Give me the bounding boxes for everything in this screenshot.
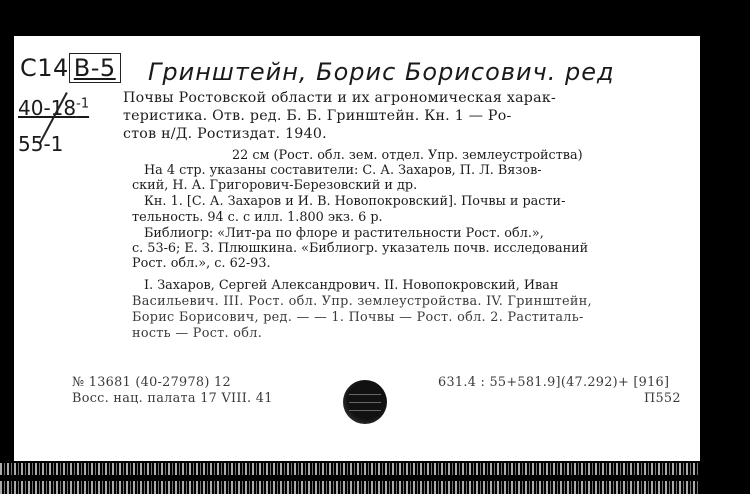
call-number-sub: B-5	[69, 53, 121, 83]
footer-left-line-2: Восс. нац. палата 17 VIII. 41	[72, 391, 273, 406]
body-line-5: тельность. 94 с. с илл. 1.800 экз. 6 р.	[132, 210, 383, 225]
subject-line-4: ность — Рост. обл.	[132, 326, 263, 341]
body-line-7: с. 53-6; Е. З. Плюшкина. «Библиогр. указатель почв. исследований	[132, 241, 589, 256]
footer-right-line-2: П552	[644, 391, 681, 406]
call-number-line2-value: 40-18	[18, 96, 77, 120]
call-number-shelf: C14	[20, 54, 69, 82]
subject-line-2: Васильевич. III. Рост. обл. Упр. землеустройства. IV. Гринштейн,	[132, 294, 592, 309]
body-line-3: ский, Н. А. Григорович-Березовский и др.	[132, 178, 418, 193]
title-line-3: стов н/Д. Ростиздат. 1940.	[123, 126, 327, 142]
title-line-1: Почвы Ростовской области и их агрономическая харак-	[123, 90, 556, 106]
body-line-2: На 4 стр. указаны составители: С. А. Захаров, П. Л. Вязов-	[144, 163, 542, 178]
catalog-card	[14, 36, 700, 461]
subject-line-1: I. Захаров, Сергей Александрович. II. Новопокровский, Иван	[144, 278, 559, 293]
call-number-top	[20, 54, 123, 82]
library-stamp	[343, 380, 387, 424]
call-number-line3: 55-1	[18, 132, 64, 156]
handwritten-author: Гринштейн, Борис Борисович. ред	[148, 58, 615, 86]
body-line-8: Рост. обл.», с. 62-93.	[132, 256, 271, 271]
footer-right-line-1: 631.4 : 55+581.9](47.292)+ [916]	[438, 375, 670, 390]
title-line-2: теристика. Отв. ред. Б. Б. Гринштейн. Кн. 1 — Ро-	[123, 108, 512, 124]
body-line-1: 22 см (Рост. обл. зем. отдел. Упр. землеустройства)	[232, 148, 583, 163]
body-line-6: Библиогр: «Лит-ра по флоре и растительности Рост. обл.»,	[144, 226, 544, 241]
subject-line-3: Борис Борисович, ред. — — 1. Почвы — Рост. обл. 2. Раститаль-	[132, 310, 584, 325]
body-line-4: Кн. 1. [С. А. Захаров и И. В. Новопокровский]. Почвы и расти-	[144, 194, 566, 209]
footer-left-line-1: № 13681 (40-27978) 12	[72, 375, 231, 390]
scan-noise-band	[0, 475, 700, 481]
call-number-line2-mark: -1	[76, 96, 90, 112]
